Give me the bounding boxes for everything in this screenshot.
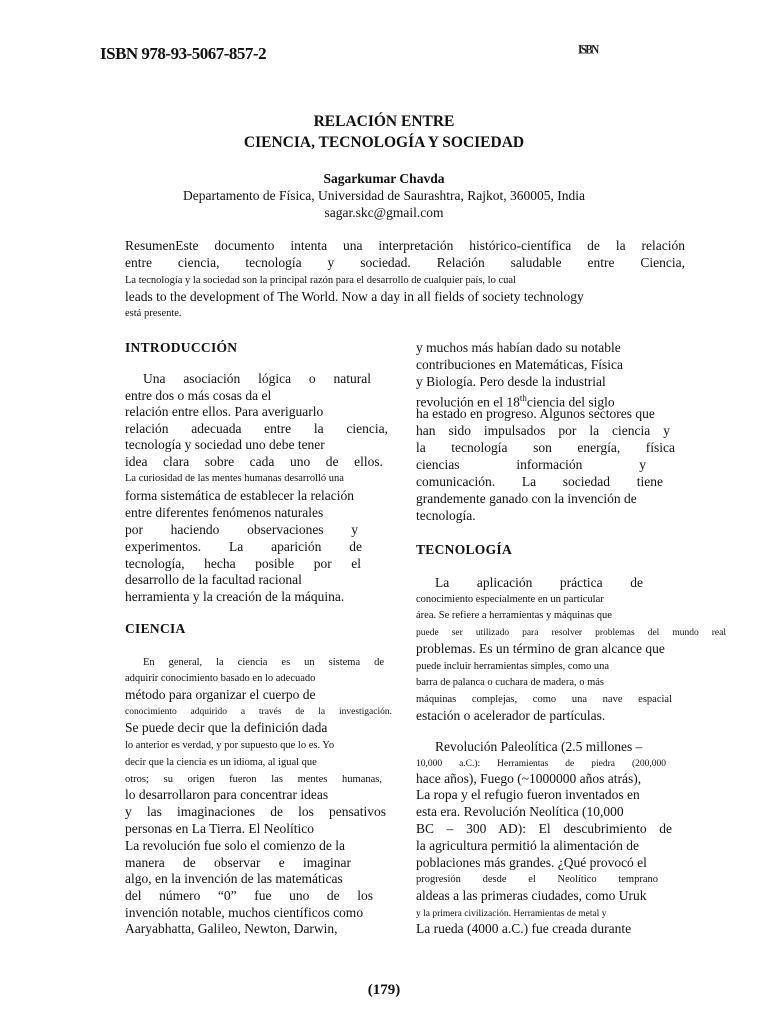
body-line: método para organizar el cuerpo de xyxy=(125,687,316,702)
body-line: tecnología y sociedad uno debe tener xyxy=(125,437,325,452)
body-line: lo desarrollaron para concentrar ideas xyxy=(125,787,329,802)
paper-title-line-2: CIENCIA, TECNOLOGÍA Y SOCIEDAD xyxy=(243,134,525,151)
author-email: sagar.skc@gmail.com xyxy=(324,205,444,220)
body-line: desarrollo de la facultad racional xyxy=(125,572,302,587)
body-line: manera de observar e imaginar xyxy=(125,855,351,870)
revolution-tail: ciencia del siglo xyxy=(526,394,615,410)
body-line: entre diferentes fenómenos naturales xyxy=(125,505,324,520)
body-line: barra de palanca o cuchara de madera, o más xyxy=(416,677,605,688)
body-line: conocimiento especialmente en un particular xyxy=(416,594,604,605)
body-line: contribuciones en Matemáticas, Física xyxy=(416,357,623,372)
section-heading-introduccion: INTRODUCCIÓN xyxy=(125,340,238,355)
body-line: herramienta y la creación de la máquina. xyxy=(125,589,345,604)
body-line: y Biología. Pero desde la industrial xyxy=(416,374,606,389)
isbn-header: ISBN 978-93-5067-857-2 xyxy=(100,44,267,63)
body-line: Aaryabhatta, Galileo, Newton, Darwin, xyxy=(125,921,338,936)
section-heading-tecnologia: TECNOLOGÍA xyxy=(416,542,513,557)
author-name: Sagarkumar Chavda xyxy=(323,171,445,186)
body-line: grandemente ganado con la invención de xyxy=(416,491,637,506)
body-line: progresión desde el Neolítico temprano xyxy=(416,874,658,885)
body-line: La revolución fue solo el comienzo de la xyxy=(125,838,346,853)
body-line: invención notable, muchos científicos como xyxy=(125,905,364,920)
body-line: BC – 300 AD): El descubrimiento de xyxy=(416,821,672,836)
body-line: puede incluir herramientas simples, como una xyxy=(416,661,610,672)
abstract-line: entre ciencia, tecnología y sociedad. Relación saludable entre Ciencia, xyxy=(125,255,685,270)
revolution-text: revolución en el 18 xyxy=(416,394,520,410)
abstract-line: ResumenEste documento intenta una interpretación histórico-científica de la relación xyxy=(125,238,685,253)
body-line: puede ser utilizado para resolver problemas del mundo real xyxy=(416,628,726,638)
body-line: y las imaginaciones de los pensativos xyxy=(125,804,386,819)
body-line: la agricultura permitió la alimentación de xyxy=(416,838,640,853)
body-line: algo, en la invención de las matemáticas xyxy=(125,871,343,886)
body-line: tecnología. xyxy=(416,508,476,523)
body-line: experimentos. La aparición de xyxy=(125,539,362,554)
body-line: y muchos más habían dado su notable xyxy=(416,340,621,355)
body-line: relación adecuada entre la ciencia, xyxy=(125,421,388,436)
body-line: problemas. Es un término de gran alcance que xyxy=(416,641,665,656)
body-line: ha estado en progreso. Algunos sectores que xyxy=(416,406,655,421)
body-line: esta era. Revolución Neolítica (10,000 xyxy=(416,804,624,819)
body-line: otros; su origen fueron las mentes humanas, xyxy=(125,774,382,785)
body-line: área. Se refiere a herramientas y máquinas que xyxy=(416,610,612,621)
section-heading-ciencia: CIENCIA xyxy=(125,621,186,636)
body-line: La rueda (4000 a.C.) fue creada durante xyxy=(416,921,632,936)
body-line: Una asociación lógica o natural xyxy=(143,371,371,386)
body-line: La aplicación práctica de xyxy=(435,575,643,590)
abstract-line: está presente. xyxy=(125,308,182,319)
body-line: Revolución Paleolítica (2.5 millones – xyxy=(435,739,643,754)
body-line: poblaciones más grandes. ¿Qué provocó el xyxy=(416,855,647,870)
body-line: por haciendo observaciones y xyxy=(125,522,358,537)
body-line: entre dos o más cosas da el xyxy=(125,388,272,403)
body-line: del número “0” fue uno de los xyxy=(125,888,373,903)
page-number: (179) xyxy=(367,982,401,998)
body-line: han sido impulsados por la ciencia y xyxy=(416,423,670,438)
body-line: tecnología, hecha posible por el xyxy=(125,556,361,571)
body-line: lo anterior es verdad, y por supuesto que lo es. Yo xyxy=(125,740,335,751)
paper-title-line-1: RELACIÓN ENTRE xyxy=(313,113,455,130)
body-line: y la primera civilización. Herramientas de metal y xyxy=(416,909,607,919)
abstract-line: La tecnología y la sociedad son la principal razón para el desarrollo de cualquier país, lo cual xyxy=(125,275,516,286)
body-line: ciencias información y xyxy=(416,457,646,472)
abstract-line: leads to the development of The World. Now a day in all fields of society technology xyxy=(125,289,584,304)
author-affiliation: Departamento de Física, Universidad de Saurashtra, Rajkot, 360005, India xyxy=(183,188,585,203)
body-line: idea clara sobre cada uno de ellos. xyxy=(125,454,383,469)
publisher-logo: ISBN xyxy=(578,43,598,57)
body-line: aldeas a las primeras ciudades, como Uruk xyxy=(416,888,647,903)
body-line: la tecnología son energía, física xyxy=(416,440,675,455)
body-line: 10,000 a.C.): Herramientas de piedra (200,000 xyxy=(416,759,666,769)
body-line: conocimiento adquirido a través de la investigación. xyxy=(125,707,392,717)
body-line: La curiosidad de las mentes humanas desarrolló una xyxy=(125,473,344,484)
superscript: th xyxy=(519,393,527,403)
body-line: comunicación. La sociedad tiene xyxy=(416,474,663,489)
body-line: En general, la ciencia es un sistema de xyxy=(143,657,384,668)
body-line: hace años), Fuego (~1000000 años atrás), xyxy=(416,771,642,786)
body-line: máquinas complejas, como una nave espacial xyxy=(416,694,672,705)
body-line: personas en La Tierra. El Neolítico xyxy=(125,821,314,836)
body-line: Se puede decir que la definición dada xyxy=(125,720,328,735)
body-line: adquirir conocimiento basado en lo adecuado xyxy=(125,673,316,684)
body-line: relación entre ellos. Para averiguarlo xyxy=(125,404,324,419)
body-line: estación o acelerador de partículas. xyxy=(416,708,606,723)
body-line: decir que la ciencia es un idioma, al igual que xyxy=(125,757,317,768)
body-line: La ropa y el refugio fueron inventados en xyxy=(416,787,640,802)
body-line: forma sistemática de establecer la relación xyxy=(125,488,355,503)
